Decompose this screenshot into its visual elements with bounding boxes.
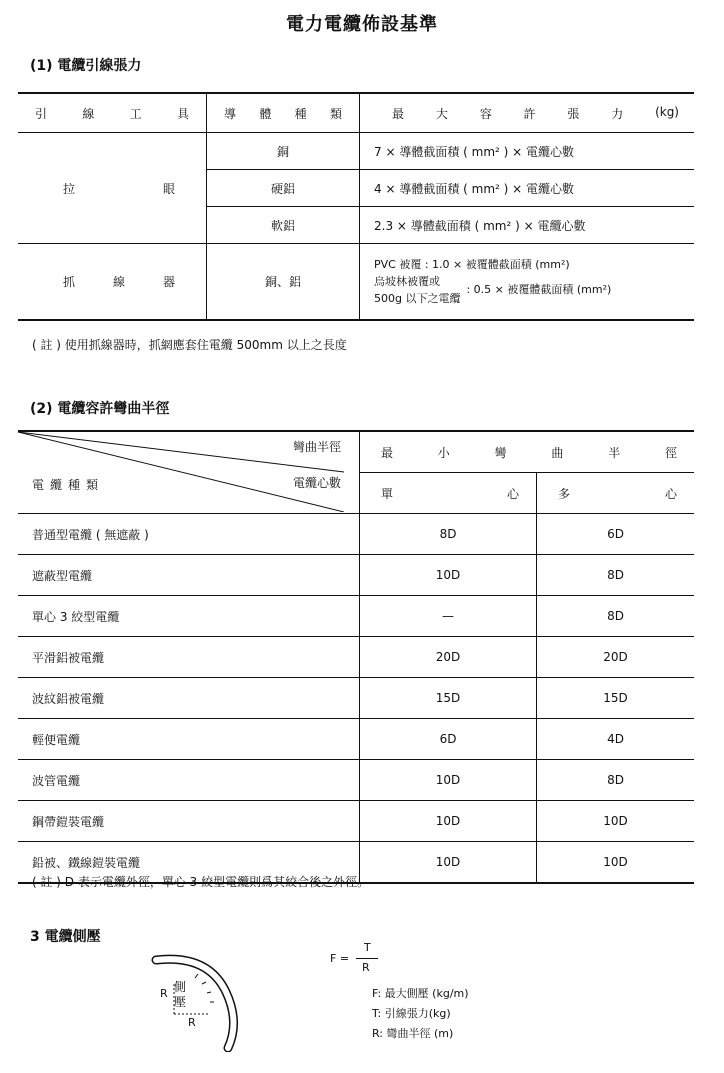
- table-row: [18, 760, 694, 801]
- grip-line-pvc: PVC 被覆 : 1.0 × 被覆體截面積 (mm²): [374, 257, 570, 271]
- formula-denominator: R: [362, 961, 370, 974]
- tool-pulling-eye: 拉 眼: [18, 133, 207, 244]
- table-row: [18, 801, 694, 842]
- multi-core-value: 6D: [537, 514, 695, 555]
- diagram-label-sidewall: 側壓: [174, 980, 187, 1009]
- tension-cell: 2.3 × 導體截面積 ( mm² ) × 電纜心數: [360, 207, 695, 244]
- section2-note: ( 註 ) D 表示電纜外徑，單心 3 絞型電纜則爲其絞合後之外徑。: [32, 875, 370, 889]
- single-core-value: 6D: [360, 719, 537, 760]
- cable-type: 波管電纜: [18, 760, 360, 801]
- formula-lhs: F =: [330, 952, 350, 965]
- table-row: [18, 555, 694, 596]
- grip-line-rubber: 烏坡林被覆或: [374, 274, 440, 288]
- header-tool: 引 線 工 具: [18, 93, 207, 133]
- cable-type: 普通型電纜 ( 無遮蔽 ): [18, 514, 360, 555]
- cable-type: 鉛被、鐵線鎧裝電纜: [18, 842, 360, 884]
- cable-type: 輕便電纜: [18, 719, 360, 760]
- diag-bend-radius: 彎曲半徑: [292, 440, 341, 454]
- single-core-value: 15D: [360, 678, 537, 719]
- formula-numerator: T: [364, 941, 371, 954]
- multi-core-value: 8D: [537, 760, 695, 801]
- conductor-cell: 銅、鋁: [207, 244, 360, 320]
- table-row: [18, 244, 694, 320]
- legend-r: R: 彎曲半徑 (m): [372, 1027, 454, 1040]
- legend-t: T: 引線張力(kg): [372, 1007, 451, 1020]
- conductor-cell: 硬鋁: [207, 170, 360, 207]
- header-tension: 最 大 容 許 張 力 (kg): [360, 93, 695, 133]
- sidewall-pressure-diagram: [148, 952, 258, 1052]
- tension-table: [18, 92, 694, 321]
- bend-radius-table: [18, 430, 694, 884]
- multi-core-value: 4D: [537, 719, 695, 760]
- header-single-core: 單 心: [360, 473, 537, 514]
- multi-core-value: 15D: [537, 678, 695, 719]
- page-title: 電力電纜佈設基準: [286, 14, 438, 35]
- cable-type: 平滑鋁被電纜: [18, 637, 360, 678]
- grip-line-value: : 0.5 × 被覆體截面積 (mm²): [466, 283, 612, 297]
- multi-core-value: 20D: [537, 637, 695, 678]
- header-min-bend-radius: 最 小 彎 曲 半 徑: [360, 431, 695, 473]
- diag-core-count: 電纜心數: [292, 476, 341, 490]
- single-core-value: 10D: [360, 842, 537, 884]
- section1-heading: (1) 電纜引線張力: [30, 58, 142, 74]
- cable-type: 單心 3 絞型電纜: [18, 596, 360, 637]
- single-core-value: 10D: [360, 555, 537, 596]
- cable-type: 波紋鋁被電纜: [18, 678, 360, 719]
- diagonal-header-cell: [18, 431, 360, 514]
- legend-f: F: 最大側壓 (kg/m): [372, 987, 469, 1000]
- tool-cable-grip: 抓 線 器: [18, 244, 207, 320]
- tension-cell: 4 × 導體截面積 ( mm² ) × 電纜心數: [360, 170, 695, 207]
- single-core-value: 8D: [360, 514, 537, 555]
- single-core-value: 10D: [360, 760, 537, 801]
- diagram-r-left: R: [160, 987, 168, 1000]
- section1-note: ( 註 ) 使用抓線器時，抓網應套住電纜 500mm 以上之長度: [32, 338, 347, 352]
- diagram-r-bottom: R: [188, 1016, 196, 1029]
- conductor-cell: 銅: [207, 133, 360, 170]
- conductor-cell: 軟鋁: [207, 207, 360, 244]
- header-conductor: 導 體 種 類: [207, 93, 360, 133]
- header-multi-core: 多 心: [537, 473, 695, 514]
- table-header-top: [18, 431, 694, 473]
- multi-core-value: 10D: [603, 855, 628, 869]
- cable-type: 鋼帶鎧裝電纜: [18, 801, 360, 842]
- single-core-value: 10D: [360, 801, 537, 842]
- formula-legend: [372, 984, 469, 1044]
- single-core-value: —: [360, 596, 537, 637]
- section3-heading: 3 電纜側壓: [30, 929, 101, 945]
- tension-cell-grip: [360, 244, 695, 320]
- cable-type: 遮蔽型電纜: [18, 555, 360, 596]
- single-core-value: 20D: [360, 637, 537, 678]
- table-row: [18, 719, 694, 760]
- table-row: [18, 596, 694, 637]
- diag-cable-type: 電纜種類: [32, 478, 105, 492]
- tension-table-header: [18, 93, 694, 133]
- grip-line-light: 500g 以下之電纜: [374, 291, 461, 305]
- multi-core-value: 8D: [537, 596, 695, 637]
- multi-core-value: 8D: [537, 555, 695, 596]
- table-row: [18, 637, 694, 678]
- table-row: [18, 678, 694, 719]
- formula-bar: [356, 958, 378, 959]
- section2-heading: (2) 電纜容許彎曲半徑: [30, 401, 170, 417]
- table-row: [18, 514, 694, 555]
- table-row: [18, 133, 694, 170]
- multi-core-value: 10D: [537, 801, 695, 842]
- tension-cell: 7 × 導體截面積 ( mm² ) × 電纜心數: [360, 133, 695, 170]
